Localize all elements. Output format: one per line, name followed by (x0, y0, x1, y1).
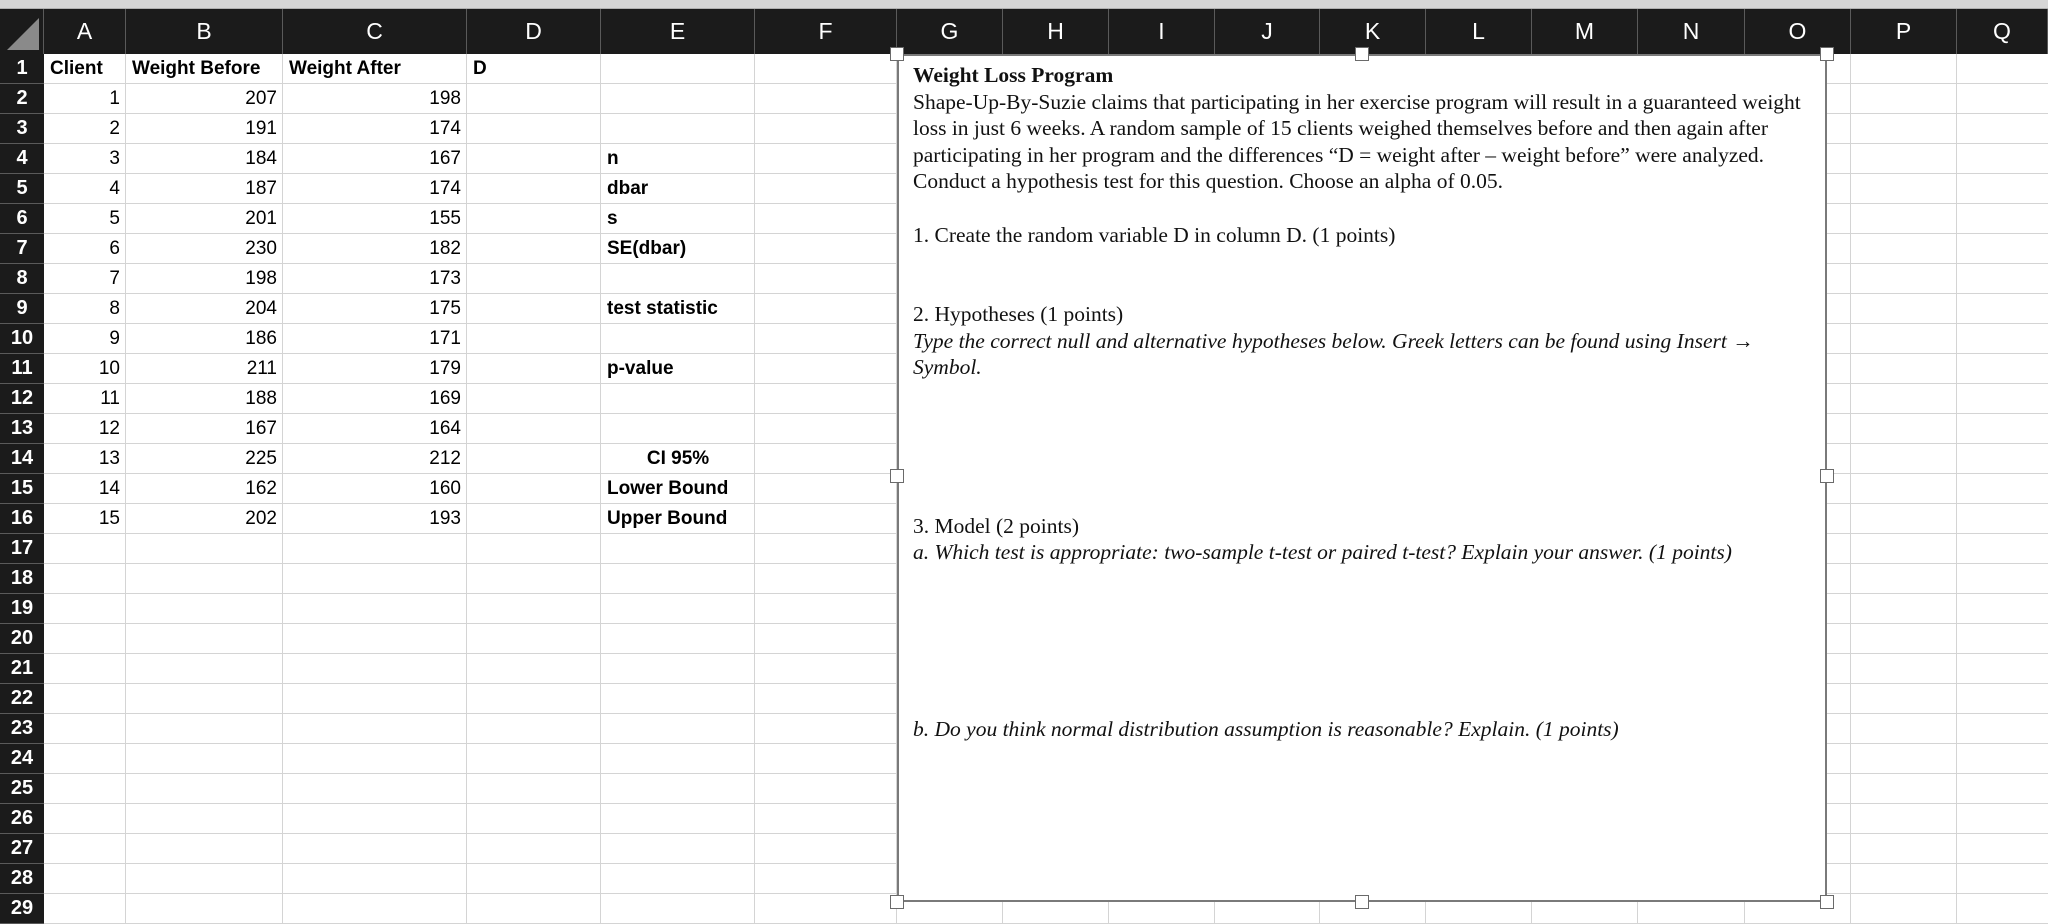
cell-b1[interactable]: Weight Before (132, 58, 261, 79)
row-header-26[interactable]: 26 (0, 804, 44, 834)
resize-handle-top-mid[interactable] (1355, 47, 1369, 61)
row-header-6[interactable]: 6 (0, 204, 44, 234)
cell-b13[interactable]: 167 (245, 418, 277, 439)
cell-a9[interactable]: 8 (109, 298, 120, 319)
resize-handle-bottom-left[interactable] (890, 895, 904, 909)
cell-c3[interactable]: 174 (429, 118, 461, 139)
row-header-21[interactable]: 21 (0, 654, 44, 684)
column-header-q[interactable]: Q (1957, 9, 2048, 54)
select-all-triangle-icon (7, 18, 39, 50)
cell-c11[interactable]: 179 (429, 358, 461, 379)
cell-b6[interactable]: 201 (245, 208, 277, 229)
cell-a8[interactable]: 7 (109, 268, 120, 289)
row-header-19[interactable]: 19 (0, 594, 44, 624)
column-header-c[interactable]: C (283, 9, 467, 54)
column-header-i[interactable]: I (1109, 9, 1215, 54)
app-top-bar (0, 0, 2048, 9)
question-3: 3. Model (2 points) (913, 513, 1080, 538)
cell-b16[interactable]: 202 (245, 508, 277, 529)
row-header-8[interactable]: 8 (0, 264, 44, 294)
row-header-14[interactable]: 14 (0, 444, 44, 474)
cell-b2[interactable]: 207 (245, 88, 277, 109)
question-1: 1. Create the random variable D in column D. (1 points) (913, 222, 1396, 247)
select-all-corner[interactable] (0, 9, 44, 54)
row-header-12[interactable]: 12 (0, 384, 44, 414)
cell-a10[interactable]: 9 (109, 328, 120, 349)
label-se-dbar[interactable]: SE(dbar) (607, 238, 687, 259)
cell-b7[interactable]: 230 (245, 238, 277, 259)
textbox-title: Weight Loss Program (913, 63, 1114, 87)
cell-b3[interactable]: 191 (245, 118, 277, 139)
label-lower-bound[interactable]: Lower Bound (607, 478, 729, 499)
textbox-intro: Shape-Up-By-Suzie claims that participating in her exercise program will result in a guaranteed weight loss in just 6 weeks. A random sample of 15 clients weighed themselves before and then again after participating in her program and the differences “D = weight after – weight before” were analyzed. Conduct a hypothesis test for this question. Choose an alpha of 0.05. (913, 89, 1801, 193)
column-header-e[interactable]: E (601, 9, 755, 54)
cell-b11[interactable]: 211 (246, 358, 277, 379)
resize-handle-top-right[interactable] (1820, 47, 1834, 61)
row-header-22[interactable]: 22 (0, 684, 44, 714)
question-2: 2. Hypotheses (1 points) (913, 302, 1124, 326)
label-ci-95[interactable]: CI 95% (646, 448, 710, 469)
cell-a13[interactable]: 12 (98, 418, 120, 439)
row-header-23[interactable]: 23 (0, 714, 44, 744)
cell-a2[interactable]: 1 (109, 88, 120, 109)
row-header-20[interactable]: 20 (0, 624, 44, 654)
resize-handle-mid-left[interactable] (890, 469, 904, 483)
row-header-9[interactable]: 9 (0, 294, 44, 324)
column-header-j[interactable]: J (1215, 9, 1320, 54)
cell-c14[interactable]: 212 (429, 448, 461, 469)
label-s[interactable]: s (607, 208, 618, 229)
column-header-l[interactable]: L (1426, 9, 1532, 54)
cell-c10[interactable]: 171 (429, 328, 461, 349)
cell-a15[interactable]: 14 (98, 478, 120, 499)
cell-b12[interactable]: 188 (245, 388, 277, 409)
cell-c15[interactable]: 160 (429, 478, 461, 499)
row-header-5[interactable]: 5 (0, 174, 44, 204)
column-header-b[interactable]: B (126, 9, 283, 54)
cell-b14[interactable]: 225 (245, 448, 277, 469)
resize-handle-bottom-right[interactable] (1820, 895, 1834, 909)
row-header-15[interactable]: 15 (0, 474, 44, 504)
column-header-o[interactable]: O (1745, 9, 1851, 54)
cell-c9[interactable]: 175 (429, 298, 461, 319)
column-header-n[interactable]: N (1638, 9, 1745, 54)
column-header-f[interactable]: F (755, 9, 897, 54)
row-header-10[interactable]: 10 (0, 324, 44, 354)
resize-handle-bottom-mid[interactable] (1355, 895, 1369, 909)
column-header-g[interactable]: G (897, 9, 1003, 54)
column-header-h[interactable]: H (1003, 9, 1109, 54)
cell-a5[interactable]: 4 (109, 178, 120, 199)
cell-c13[interactable]: 164 (429, 418, 461, 439)
cell-a1[interactable]: Client (50, 58, 103, 79)
resize-handle-top-left[interactable] (890, 47, 904, 61)
cell-b9[interactable]: 204 (245, 298, 277, 319)
resize-handle-mid-right[interactable] (1820, 469, 1834, 483)
row-header-1[interactable]: 1 (0, 54, 44, 84)
row-header-7[interactable]: 7 (0, 234, 44, 264)
cell-c8[interactable]: 173 (429, 268, 461, 289)
row-header-29[interactable]: 29 (0, 894, 44, 924)
row-header-28[interactable]: 28 (0, 864, 44, 894)
label-p-value[interactable]: p-value (607, 358, 674, 379)
row-header-18[interactable]: 18 (0, 564, 44, 594)
cell-a6[interactable]: 5 (109, 208, 120, 229)
question-3a: a. Which test is appropriate: two-sample t-test or paired t-test? Explain your answer. (1 points) (913, 540, 1732, 564)
row-header-27[interactable]: 27 (0, 834, 44, 864)
column-header-a[interactable]: A (44, 9, 126, 54)
cell-b15[interactable]: 162 (245, 478, 277, 499)
cell-a11[interactable]: 10 (98, 358, 120, 379)
cell-c2[interactable]: 198 (429, 88, 461, 109)
column-header-d[interactable]: D (467, 9, 601, 54)
cell-a16[interactable]: 15 (98, 508, 120, 529)
cell-a7[interactable]: 6 (109, 238, 120, 259)
cell-b8[interactable]: 198 (245, 268, 277, 289)
cell-c4[interactable]: 167 (429, 148, 461, 169)
cell-a14[interactable]: 13 (98, 448, 120, 469)
cell-c7[interactable]: 182 (429, 238, 461, 259)
column-header-p[interactable]: P (1851, 9, 1957, 54)
cell-a4[interactable]: 3 (109, 148, 120, 169)
row-header-13[interactable]: 13 (0, 414, 44, 444)
row-header-2[interactable]: 2 (0, 84, 44, 114)
row-header-3[interactable]: 3 (0, 114, 44, 144)
cell-c5[interactable]: 174 (429, 178, 461, 199)
cell-c12[interactable]: 169 (429, 388, 461, 409)
cell-d1[interactable]: D (473, 58, 487, 79)
label-n[interactable]: n (607, 148, 619, 169)
cell-a12[interactable]: 11 (100, 388, 120, 409)
row-header-25[interactable]: 25 (0, 774, 44, 804)
row-header-16[interactable]: 16 (0, 504, 44, 534)
cell-b5[interactable]: 187 (245, 178, 277, 199)
cell-b4[interactable]: 184 (245, 148, 277, 169)
cell-a3[interactable]: 2 (109, 118, 120, 139)
row-header-24[interactable]: 24 (0, 744, 44, 774)
column-header-k[interactable]: K (1320, 9, 1426, 54)
row-header-11[interactable]: 11 (0, 354, 44, 384)
row-header-17[interactable]: 17 (0, 534, 44, 564)
cell-b10[interactable]: 186 (245, 328, 277, 349)
label-test-statistic[interactable]: test statistic (607, 298, 718, 319)
column-header-m[interactable]: M (1532, 9, 1638, 54)
cell-c16[interactable]: 193 (429, 508, 461, 529)
question-3b: b. Do you think normal distribution assumption is reasonable? Explain. (1 points) (913, 716, 1619, 741)
question-2-note: Type the correct null and alternative hypotheses below. Greek letters can be found using Insert → Symbol. (913, 328, 1754, 379)
cell-c1[interactable]: Weight After (289, 58, 401, 79)
label-upper-bound[interactable]: Upper Bound (607, 508, 728, 529)
instructions-text-box[interactable] (897, 54, 1827, 902)
label-dbar[interactable]: dbar (607, 178, 649, 199)
row-header-4[interactable]: 4 (0, 144, 44, 174)
cell-c6[interactable]: 155 (429, 208, 461, 229)
